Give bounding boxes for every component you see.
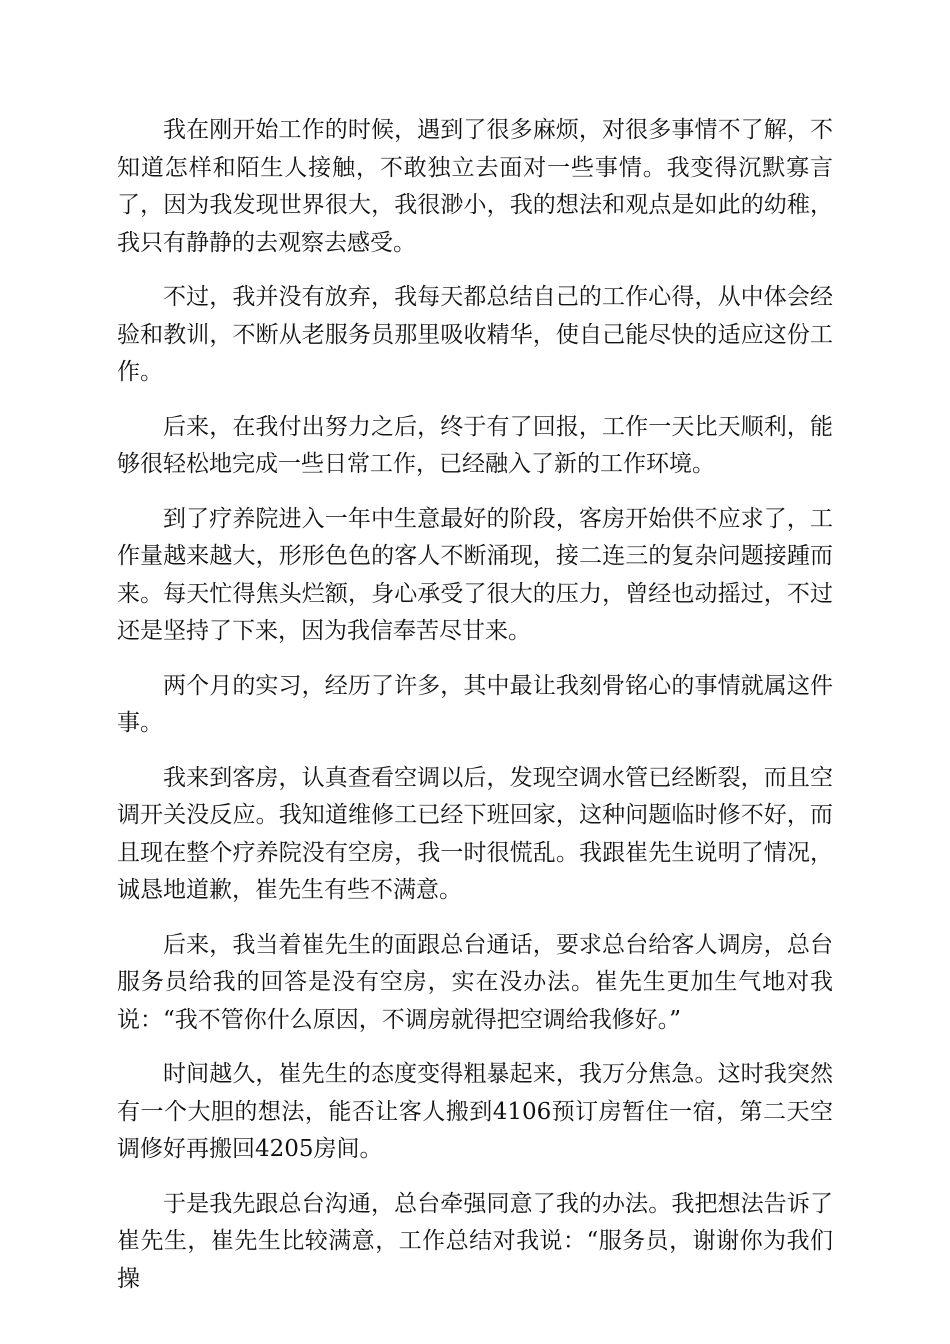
paragraph-2: 不过，我并没有放弃，我每天都总结自己的工作心得，从中体会经验和教训，不断从老服务员那里吸收精华，使自己能尽快的适应这份工作。 — [117, 284, 833, 385]
paragraph-5: 两个月的实习，经历了许多，其中最让我刻骨铭心的事情就属这件事。 — [117, 672, 833, 736]
paragraph-3: 后来，在我付出努力之后，终于有了回报，工作一天比天顺利，能够很轻松地完成一些日常工作，已经融入了新的工作环境。 — [117, 413, 833, 477]
paragraph-4: 到了疗养院进入一年中生意最好的阶段，客房开始供不应求了，工作量越来越大，形形色色的客人不断涌现，接二连三的复杂问题接踵而来。每天忙得焦头烂额，身心承受了很大的压力，曾经也动摇过，不过还是坚持了下来，因为我信奉苦尽甘来。 — [117, 505, 833, 644]
paragraph-1: 我在刚开始工作的时候，遇到了很多麻烦，对很多事情不了解，不知道怎样和陌生人接触，不敢独立去面对一些事情。我变得沉默寡言了，因为我发现世界很大，我很渺小，我的想法和观点是如此的幼稚，我只有静静的去观察去感受。 — [117, 117, 833, 256]
paragraph-7: 后来，我当着崔先生的面跟总台通话，要求总台给客人调房，总台服务员给我的回答是没有空房，实在没办法。崔先生更加生气地对我说：“我不管你什么原因，不调房就得把空调给我修好。” — [117, 931, 833, 1033]
paragraph-8: 时间越久，崔先生的态度变得粗暴起来，我万分焦急。这时我突然有一个大胆的想法，能否让客人搬到4106预订房暂住一宿，第二天空调修好再搬回4205房间。 — [117, 1061, 833, 1162]
paragraph-9: 于是我先跟总台沟通，总台牵强同意了我的办法。我把想法告诉了崔先生，崔先生比较满意，工作总结对我说：“服务员，谢谢你为我们操 — [117, 1190, 833, 1292]
paragraph-6: 我来到客房，认真查看空调以后，发现空调水管已经断裂，而且空调开关没反应。我知道维修工已经下班回家，这种问题临时修不好，而且现在整个疗养院没有空房，我一时很慌乱。我跟崔先生说明了情况，诚恳地道歉，崔先生有些不满意。 — [117, 764, 833, 903]
document-body — [117, 112, 833, 1315]
